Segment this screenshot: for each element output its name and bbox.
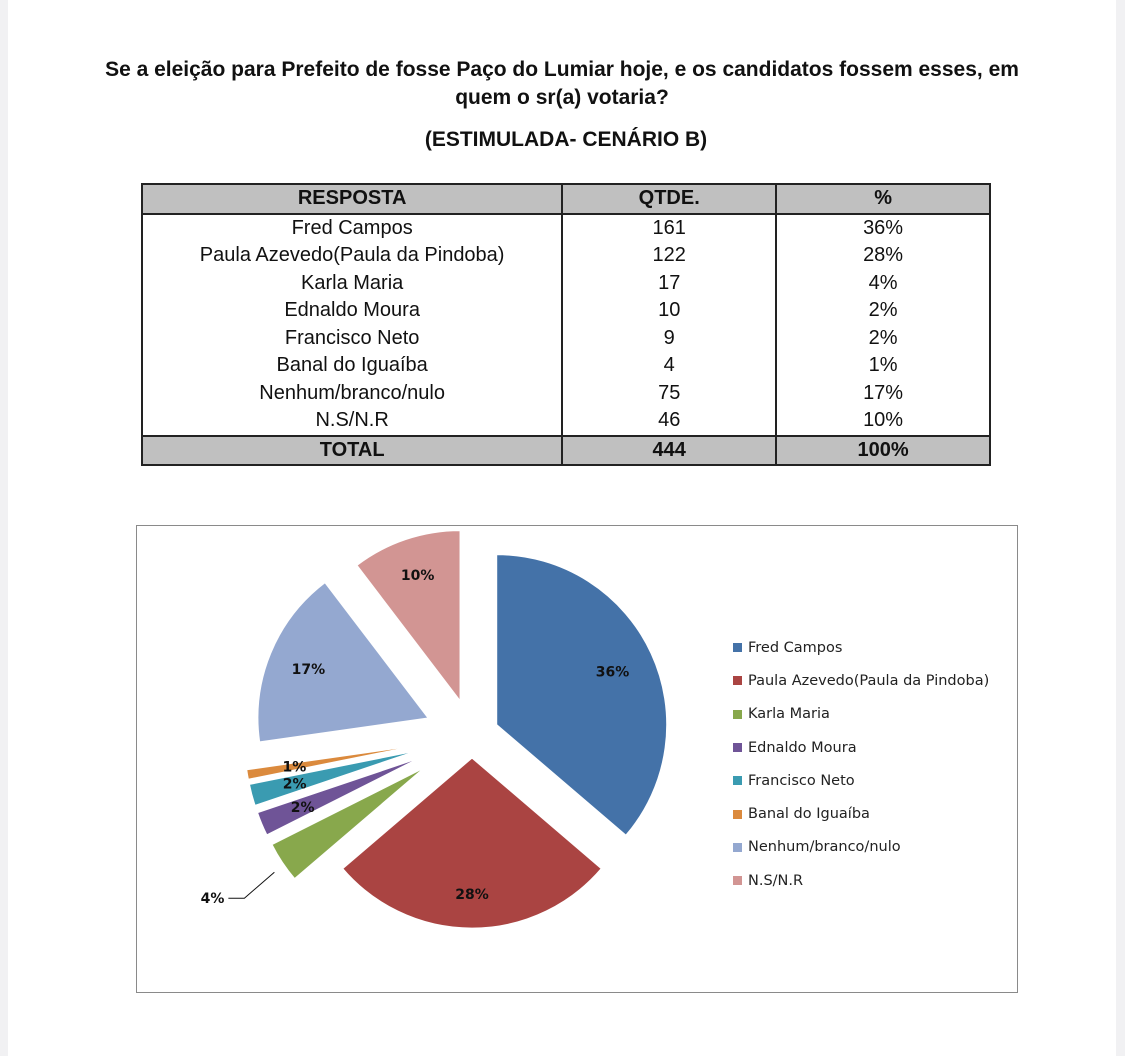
total-qtde: 444 bbox=[562, 436, 776, 466]
legend-label: Karla Maria bbox=[748, 706, 830, 723]
table-total-row bbox=[142, 436, 990, 466]
legend-item-2 bbox=[733, 698, 1013, 731]
cell-resposta: Fred Campos bbox=[142, 214, 562, 243]
cell-percent: 10% bbox=[776, 407, 990, 436]
legend-swatch bbox=[733, 676, 742, 685]
cell-resposta: Banal do Iguaíba bbox=[142, 352, 562, 380]
header-resposta: RESPOSTA bbox=[142, 184, 562, 214]
cell-qtde: 4 bbox=[562, 352, 776, 380]
pie-data-label-0: 36% bbox=[595, 664, 630, 681]
legend-swatch bbox=[733, 876, 742, 885]
cell-qtde: 9 bbox=[562, 325, 776, 353]
table-row bbox=[142, 407, 990, 436]
cell-qtde: 75 bbox=[562, 380, 776, 408]
legend-swatch bbox=[733, 643, 742, 652]
legend-swatch bbox=[733, 743, 742, 752]
header-qtde: QTDE. bbox=[562, 184, 776, 214]
pie-slice-0 bbox=[497, 555, 667, 835]
header-percent: % bbox=[776, 184, 990, 214]
leader-line-2 bbox=[228, 872, 274, 898]
table-row bbox=[142, 297, 990, 325]
pie-data-label-7: 10% bbox=[400, 567, 435, 584]
table-row bbox=[142, 352, 990, 380]
pie-data-label-3: 2% bbox=[290, 799, 315, 816]
legend-label: Nenhum/branco/nulo bbox=[748, 839, 901, 856]
legend-label: N.S/N.R bbox=[748, 872, 804, 889]
table-row bbox=[142, 325, 990, 353]
cell-percent: 2% bbox=[776, 297, 990, 325]
pie-data-label-6: 17% bbox=[291, 661, 326, 678]
cell-percent: 1% bbox=[776, 352, 990, 380]
legend-item-4 bbox=[733, 764, 1013, 797]
legend-item-7 bbox=[733, 864, 1013, 897]
cell-percent: 36% bbox=[776, 214, 990, 243]
legend-item-3 bbox=[733, 731, 1013, 764]
title-line-2: quem o sr(a) votaria? bbox=[455, 86, 669, 109]
page-title bbox=[8, 56, 1116, 112]
cell-resposta: Francisco Neto bbox=[142, 325, 562, 353]
legend-label: Ednaldo Moura bbox=[748, 739, 857, 756]
table-row bbox=[142, 380, 990, 408]
total-percent: 100% bbox=[776, 436, 990, 466]
legend-item-5 bbox=[733, 797, 1013, 830]
cell-percent: 4% bbox=[776, 270, 990, 298]
cell-qtde: 122 bbox=[562, 242, 776, 270]
legend-item-0 bbox=[733, 631, 1013, 664]
legend-swatch bbox=[733, 843, 742, 852]
pie-data-label-5: 1% bbox=[282, 759, 307, 776]
legend-swatch bbox=[733, 710, 742, 719]
legend-item-1 bbox=[733, 664, 1013, 697]
cell-percent: 2% bbox=[776, 325, 990, 353]
cell-resposta: Nenhum/branco/nulo bbox=[142, 380, 562, 408]
cell-percent: 17% bbox=[776, 380, 990, 408]
pie-data-label-1: 28% bbox=[455, 887, 489, 904]
cell-qtde: 161 bbox=[562, 214, 776, 243]
table-row bbox=[142, 242, 990, 270]
legend-label: Banal do Iguaíba bbox=[748, 806, 870, 823]
page-subtitle: (ESTIMULADA- CENÁRIO B) bbox=[424, 128, 708, 151]
legend-label: Fred Campos bbox=[748, 639, 843, 656]
cell-resposta: N.S/N.R bbox=[142, 407, 562, 436]
legend-swatch bbox=[733, 810, 742, 819]
total-label: TOTAL bbox=[142, 436, 562, 466]
legend-swatch bbox=[733, 776, 742, 785]
legend-label: Francisco Neto bbox=[748, 772, 855, 789]
title-line-1: Se a eleição para Prefeito de fosse Paço do Lumiar hoje, e os candidatos fossem esses, em bbox=[105, 58, 1019, 81]
cell-percent: 28% bbox=[776, 242, 990, 270]
results-table bbox=[141, 183, 991, 466]
cell-resposta: Ednaldo Moura bbox=[142, 297, 562, 325]
table-row bbox=[142, 270, 990, 298]
pie-data-label-2: 4% bbox=[200, 891, 225, 908]
pie-data-label-4: 2% bbox=[282, 776, 307, 793]
table-row bbox=[142, 214, 990, 243]
cell-qtde: 10 bbox=[562, 297, 776, 325]
pie-chart-frame bbox=[136, 525, 1018, 993]
table-header-row bbox=[142, 184, 990, 214]
document-page bbox=[8, 0, 1116, 1056]
cell-qtde: 46 bbox=[562, 407, 776, 436]
cell-resposta: Paula Azevedo(Paula da Pindoba) bbox=[142, 242, 562, 270]
legend-item-6 bbox=[733, 831, 1013, 864]
legend-label: Paula Azevedo(Paula da Pindoba) bbox=[748, 672, 990, 689]
cell-resposta: Karla Maria bbox=[142, 270, 562, 298]
chart-legend bbox=[733, 631, 1013, 897]
cell-qtde: 17 bbox=[562, 270, 776, 298]
